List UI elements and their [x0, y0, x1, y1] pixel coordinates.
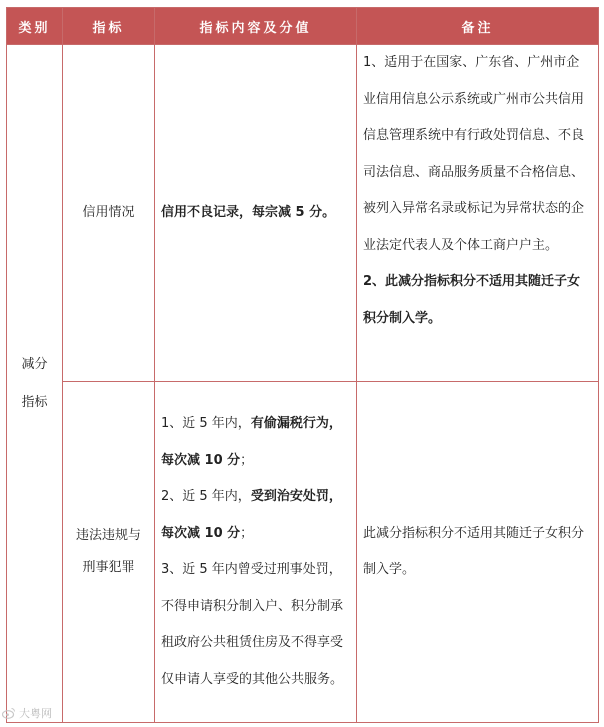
content-item-1-suffix: ； [240, 452, 254, 468]
indicator-credit: 信用情况 [63, 45, 155, 382]
content-item-3: 3、近 5 年内曾受过刑事处罚，不得申请积分制入户、积分制承租政府公共租赁住房及不得享受仅申请人享受的其他公共服务。 [161, 562, 344, 687]
header-content: 指标内容及分值 [155, 8, 357, 45]
content-item-1-bold: 有偷漏税行为，每次减 10 分 [161, 416, 342, 468]
weibo-logo-icon [2, 707, 16, 719]
content-item-2 [161, 479, 350, 552]
content-credit: 信用不良记录，每宗减 5 分。 [155, 45, 357, 382]
remarks-credit-item-1: 1、适用于在国家、广东省、广州市企业信用信息公示系统或广州市公共信用信息管理系统中有行政处罚信息、不良司法信息、商品服务质量不合格信息、被列入异常名录或标记为异常状态的企业法定代表人及个体工商户户主。 [363, 55, 585, 253]
remarks-credit [357, 45, 599, 382]
remarks-violations: 此减分指标积分不适用其随迁子女积分制入学。 [357, 382, 599, 723]
watermark-text: 大粤网 [19, 707, 52, 720]
category-cell [7, 45, 63, 723]
header-remarks: 备注 [357, 8, 599, 45]
indicator-violations-line-1: 违法违规与 [75, 528, 141, 543]
category-line-2: 指标 [21, 394, 48, 410]
header-indicator: 指标 [63, 8, 155, 45]
remarks-credit-item-2: 2、此减分指标积分不适用其随迁子女积分制入学。 [363, 274, 581, 326]
indicator-violations-line-2: 刑事犯罪 [82, 560, 135, 575]
content-item-2-prefix: 2、近 5 年内， [161, 489, 251, 504]
table-row [7, 382, 599, 723]
content-item-2-suffix: ； [240, 525, 254, 541]
content-item-2-bold: 受到治安处罚，每次减 10 分 [161, 489, 342, 541]
category-line-1: 减分 [21, 356, 48, 372]
table-row [7, 45, 599, 382]
content-violations [155, 382, 357, 723]
indicator-violations [63, 382, 155, 723]
table-header [7, 8, 599, 45]
points-table [6, 7, 599, 723]
content-item-1-prefix: 1、近 5 年内， [161, 416, 251, 431]
content-item-1 [161, 406, 350, 479]
watermark [2, 705, 52, 721]
header-category: 类别 [7, 8, 63, 45]
